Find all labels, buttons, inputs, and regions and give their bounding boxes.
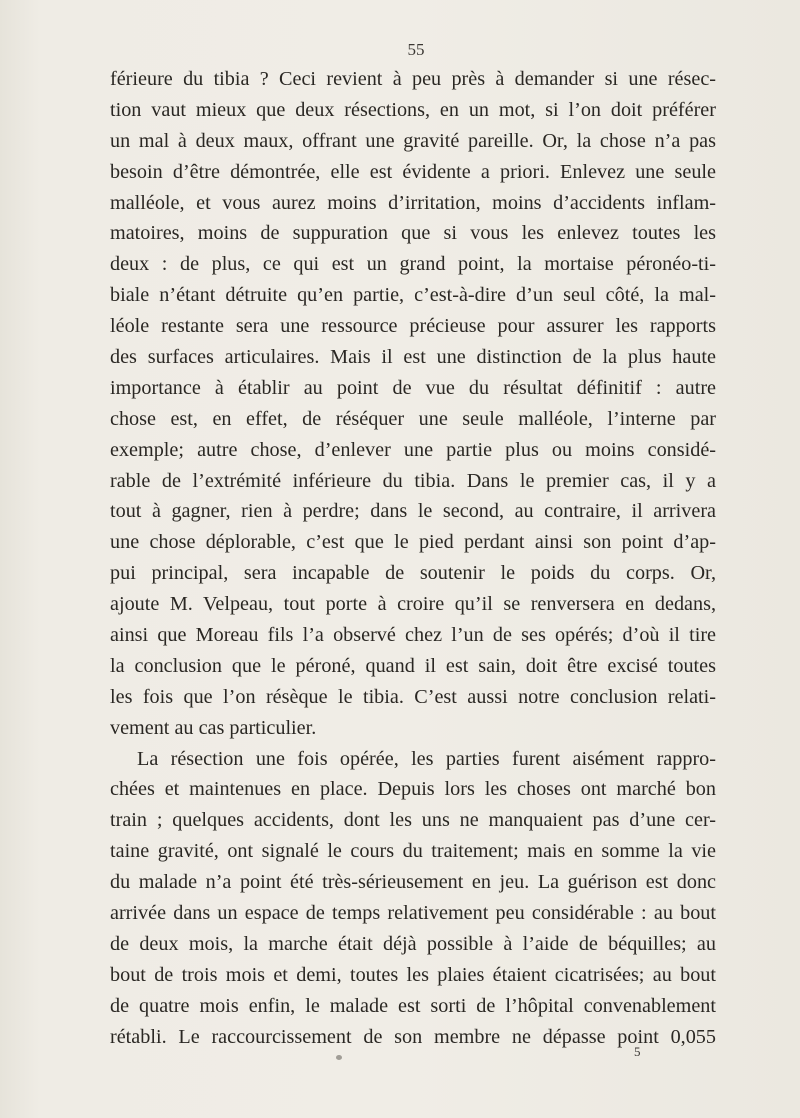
text-line: bout de trois mois et demi, toutes les plaies étaient cicatrisées; au bout xyxy=(110,963,716,986)
text-line: rable de l’extrémité inférieure du tibia. Dans le premier cas, il y a xyxy=(110,469,716,492)
text-line: des surfaces articulaires. Mais il est une distinction de la plus haute xyxy=(110,346,716,369)
text-line: la conclusion que le péroné, quand il est sain, doit être excisé toutes xyxy=(110,654,716,677)
text-line: rétabli. Le raccourcissement de son membre ne dépasse point 0,055 xyxy=(110,1025,716,1048)
paragraph-2 xyxy=(110,744,716,1053)
text-line: du malade n’a point été très-sérieusement en jeu. La guérison est donc xyxy=(110,871,716,894)
body-text xyxy=(110,64,716,1053)
text-line: tion vaut mieux que deux résections, en un mot, si l’on doit préférer xyxy=(110,98,716,121)
text-line: matoires, moins de suppuration que si vous les enlevez toutes les xyxy=(110,222,716,245)
text-line: exemple; autre chose, d’enlever une partie plus ou moins considé- xyxy=(110,438,716,461)
paragraph-1 xyxy=(110,64,716,744)
page-number: 55 xyxy=(407,40,425,59)
text-line: férieure du tibia ? Ceci revient à peu près à demander si une résec- xyxy=(110,68,716,90)
text-line: tout à gagner, rien à perdre; dans le second, au contraire, il arrivera xyxy=(110,500,716,523)
text-line: importance à établir au point de vue du résultat définitif : autre xyxy=(110,376,716,399)
text-line: taine gravité, ont signalé le cours du traitement; mais en somme la vie xyxy=(110,840,716,863)
text-line: pui principal, sera incapable de soutenir le poids du corps. Or, xyxy=(110,562,716,585)
text-line: malléole, et vous aurez moins d’irritation, moins d’accidents inflam- xyxy=(110,191,716,214)
text-line: ainsi que Moreau fils l’a observé chez l’un de ses opérés; d’où il tire xyxy=(110,624,716,647)
text-line: biale n’étant détruite qu’en partie, c’est-à-dire d’un seul côté, la mal- xyxy=(110,284,716,307)
text-line: vement au cas particulier. xyxy=(110,716,317,739)
text-line: chose est, en effet, de réséquer une seule malléole, l’interne par xyxy=(110,407,716,430)
text-line: léole restante sera une ressource précieuse pour assurer les rapports xyxy=(110,315,716,338)
text-line: un mal à deux maux, offrant une gravité pareille. Or, la chose n’a pas xyxy=(110,129,716,152)
text-line: les fois que l’on résèque le tibia. C’est aussi notre conclusion relati- xyxy=(110,685,716,708)
text-line: train ; quelques accidents, dont les uns ne manquaient pas d’une cer- xyxy=(110,809,716,832)
text-line: La résection une fois opérée, les parties furent aisément rappro- xyxy=(137,747,716,770)
ink-smudge xyxy=(336,1055,342,1060)
signature-mark: 5 xyxy=(634,1044,641,1059)
text-line: une chose déplorable, c’est que le pied perdant ainsi son point d’ap- xyxy=(110,531,716,554)
text-line: chées et maintenues en place. Depuis lors les choses ont marché bon xyxy=(110,778,716,801)
text-line: de quatre mois enfin, le malade est sorti de l’hôpital convenablement xyxy=(110,994,716,1017)
text-line: besoin d’être démontrée, elle est évidente a priori. Enlevez une seule xyxy=(110,160,716,183)
text-line: deux : de plus, ce qui est un grand point, la mortaise péronéo-ti- xyxy=(110,253,716,276)
text-line: de deux mois, la marche était déjà possible à l’aide de béquilles; au xyxy=(110,932,716,955)
text-line: arrivée dans un espace de temps relativement peu considérable : au bout xyxy=(110,902,716,925)
text-line: ajoute M. Velpeau, tout porte à croire qu’il se renversera en dedans, xyxy=(110,593,716,616)
